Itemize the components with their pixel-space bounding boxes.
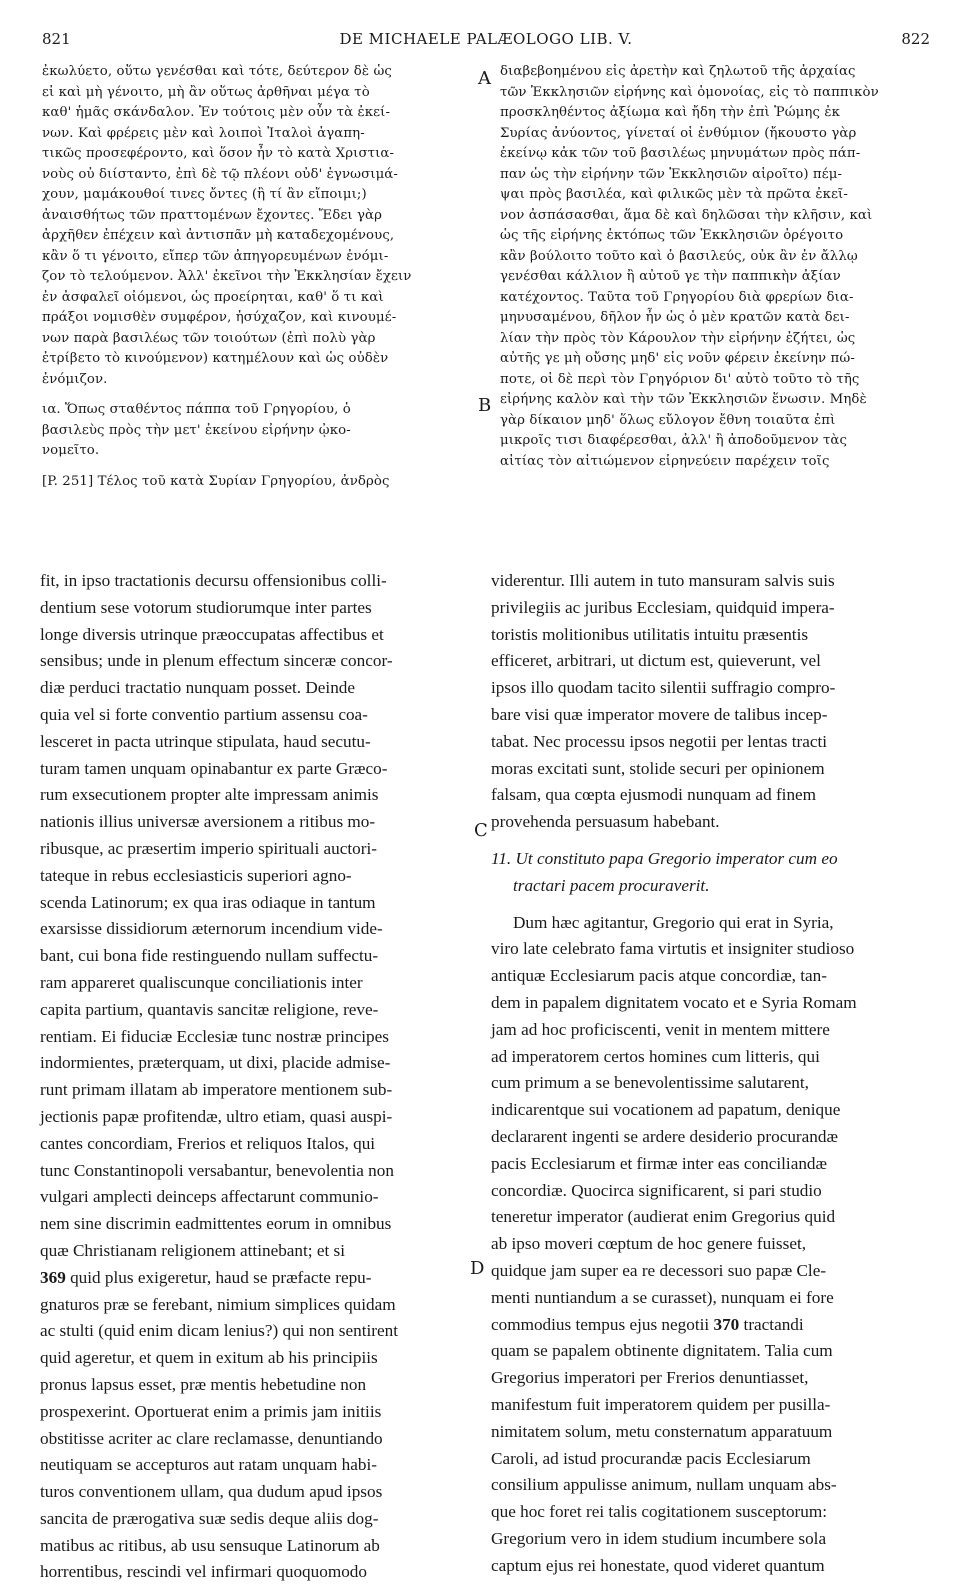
latin-line: toristis molitionibus utilitatis intuitu præsentis (491, 624, 809, 644)
spacer (491, 900, 933, 910)
latin-line: quia vel si forte conventio partium assensu coa- (40, 704, 368, 724)
latin-line: dem in papalem dignitatem vocato et e Syria Romam (491, 992, 857, 1012)
latin-line: manifestum fuit imperatorem quidem per pusilla- (491, 1394, 831, 1414)
margin-letter-d: D (470, 1258, 485, 1279)
greek-left-last-paragraph (42, 472, 472, 493)
latin-line: tateque in rebus ecclesiasticis superiori agno- (40, 865, 352, 885)
greek-left-paragraph (42, 62, 472, 390)
latin-line: horrentibus, rescindi vel infirmari quoquomodo (40, 1562, 367, 1582)
greek-line: τικῶς προσεφέροντο, καὶ ὅσον ἦν τὸ κατὰ Χριστια- (42, 146, 395, 161)
latin-line: Gregorium vero in idem studium incumbere sola (491, 1528, 827, 1548)
greek-line: μικροῖς τισι διαφέρεσθαι, ἀλλ' ἢ ἀποδοῦμενον τὰς (500, 433, 848, 448)
latin-line: pacis Ecclesiarum et firmæ inter eas conciliandæ (491, 1153, 827, 1173)
greek-line: ἐκωλύετο, οὕτω γενέσθαι καὶ τότε, δεύτερον δὲ ὡς (42, 64, 392, 79)
greek-line: ἐνόμιζον. (42, 371, 108, 387)
latin-line: quæ Christianam religionem attinebant; et si (40, 1240, 346, 1260)
spacer (491, 836, 933, 846)
latin-line: Caroli, ad istud procurandæ pacis Ecclesiarum (491, 1448, 811, 1468)
latin-line: Gregorius imperatori per Frerios denuntiasset, (491, 1368, 809, 1388)
greek-column-left (42, 62, 472, 492)
latin-right-paragraph-bottom (491, 910, 933, 1580)
greek-line: νοὺς οὐ διίσταντο, ἐπὶ δὲ τῷ πλέονι οὐδ' ἐγνωσιμά- (42, 166, 398, 182)
latin-line: capita partium, quantavis sancitæ religione, reve- (40, 999, 379, 1019)
latin-line: 369 quid plus exigeretur, haud se præfacte repu- (40, 1267, 372, 1287)
latin-line: tunc Constantinopoli versabantur, benevolentia non (40, 1160, 394, 1180)
latin-line: menti nuntiandum a se curasset), nunquam ei fore (491, 1287, 834, 1307)
latin-line: gnaturos præ se ferebant, nimium simplices quidam (40, 1294, 396, 1314)
greek-line: κἂν ὅ τι γένοιτο, εἴπερ τῶν ἀπηγορευμένων ἐνόμι- (42, 248, 389, 264)
latin-line: indormientes, præterquam, ut dixi, placide admise- (40, 1053, 391, 1073)
greek-line: ἐν ἀσφαλεῖ οἰόμενοι, ὡς προείρηται, καθ' ὅ τι καὶ (42, 289, 384, 305)
greek-line: Συρίας ἀνύοντος, γίνεταί οἱ ἐνθύμιον (ἤκουστο γὰρ (500, 125, 857, 141)
latin-line: nationis illius universæ aversionem a ritibus mo- (40, 812, 376, 832)
latin-line: sensibus; unde in plenum effectum sinceræ concor- (40, 651, 393, 671)
latin-line: nimitatem solum, metu consternatum apparatuum (491, 1421, 833, 1441)
latin-line: jectionis papæ profitendæ, ultro etiam, quasi auspi- (40, 1106, 393, 1126)
greek-line: εἰ καὶ μὴ γένοιτο, μὴ ἂν οὕτως ἀρθῆναι μέγα τὸ (42, 84, 370, 100)
latin-line: lesceret in pacta utrinque stipulata, haud secutu- (40, 731, 371, 751)
latin-line: ab ipso moveri cœptum de hoc genere fuisset, (491, 1234, 807, 1254)
greek-line: παν ὡς τὴν εἰρήνην τῶν Ἐκκλησιῶν αἱροῖτο) πέμ- (500, 166, 843, 182)
latin-line: viro late celebrato fama virtutis et insigniter studioso (491, 939, 855, 959)
latin-line: ac stulti (quid enim dicam lenius?) qui non sentirent (40, 1321, 398, 1341)
greek-line: ἐτρίβετο τὸ κινούμενον) κατημέλουν καὶ ὡς οὐδὲν (42, 351, 389, 366)
latin-left-paragraph (40, 568, 472, 1586)
greek-line: κἂν βούλοιτο τοῦτο καὶ ὁ βασιλεύς, οὐκ ἂν ἐν ἄλλῳ (500, 248, 858, 264)
latin-line: pronus lapsus esset, præ mentis hebetudine non (40, 1374, 367, 1394)
greek-right-paragraph (500, 62, 932, 472)
latin-column-left (40, 568, 472, 1586)
latin-line: matibus ac ritibus, ab usu sensuque Latinorum ab (40, 1535, 380, 1555)
greek-line: διαβεβοημένου εἰς ἀρετὴν καὶ ζηλωτοῦ τῆς ἀρχαίας (500, 64, 856, 79)
latin-line: turam tamen unquam opinabantur ex parte Græco- (40, 758, 388, 778)
greek-heading-line: ια. Ὅπως σταθέντος πάππα τοῦ Γρηγορίου, ὁ (42, 402, 351, 417)
latin-line: consilium appulisse animum, nullam unquam abs- (491, 1475, 837, 1495)
greek-line: γενέσθαι κάλλιον ἢ αὐτοῦ γε τὴν παππικὴν ἀξίαν (500, 269, 841, 284)
latin-line: quidque jam super ea re decessori suo papæ Cle- (491, 1260, 827, 1280)
latin-line: Dum hæc agitantur, Gregorio qui erat in Syria, (513, 912, 834, 932)
latin-line: ad imperatorem certos homines cum litteris, qui (491, 1046, 820, 1066)
greek-line: ἐκείνῳ κἀκ τῶν τοῦ βασιλέως μηνυμάτων πρὸς πάπ- (500, 146, 861, 161)
greek-line: ζον τὸ τελούμενον. Ἀλλ' ἐκεῖνοι τὴν Ἐκκλησίαν ἔχειν (42, 269, 412, 284)
greek-line: λίαν τὴν πρὸς τὸν Κάρουλον τὴν εἰρήνην ἐζήτει, ὡς (500, 330, 856, 346)
latin-line: turos conventionem ullam, qua dudum apud ipsos (40, 1482, 383, 1502)
margin-letter-a: A (478, 68, 491, 89)
latin-line: longe diversis utrinque præoccupatas affectibus et (40, 624, 384, 644)
latin-line: que hoc foret rei talis cogitationem susceptorum: (491, 1502, 828, 1522)
latin-line: viderentur. Illi autem in tuto mansuram salvis suis (491, 571, 835, 590)
latin-line: diæ perduci tractatio nunquam posset. Deinde (40, 678, 356, 698)
greek-line: νον ἀσπάσασθαι, ἅμα δὲ καὶ δηλῶσαι τὴν κλῆσιν, καὶ (500, 207, 873, 223)
greek-line: κατέχοντος. Ταῦτα τοῦ Γρηγορίου διὰ φρερίων δια- (500, 289, 854, 305)
latin-line: declararent ingenti se ardere desiderio procurandæ (491, 1126, 838, 1146)
latin-line: efficeret, arbitrari, ut dictum est, quieverunt, vel (491, 651, 821, 671)
greek-line: μηνυσαμένου, δῆλον ἦν ὡς ὁ μὲν κρατῶν κατὰ δει- (500, 310, 850, 325)
greek-line: ὡς τῆς εἰρήνης ἐκτόπως τῶν Ἐκκλησιῶν ὀρέγοιτο (500, 228, 844, 243)
latin-line: privilegiis ac juribus Ecclesiam, quidquid impera- (491, 597, 835, 617)
latin-line: neutiquam se accepturos aut ratam unquam habi- (40, 1455, 377, 1475)
greek-line: προσκληθέντος ἀξίωμα καὶ ἤδη τὴν ἐπὶ Ῥώμης ἐκ (500, 105, 840, 120)
latin-line: cum primum a se benevolentissime salutarent, (491, 1073, 809, 1093)
margin-letter-c: C (474, 820, 488, 841)
latin-title-line: tractari pacem procuraverit. (513, 875, 710, 895)
latin-line: bant, cui bona fide restinguendo nullam suffectu- (40, 946, 379, 966)
greek-heading-line: νομεῖτο. (42, 443, 100, 458)
latin-line: fit, in ipso tractationis decursu offensionibus colli- (40, 571, 387, 590)
greek-line: ἀρχῆθεν ἐπέχειν καὶ ἀντισπᾶν μὴ καταδεχομένους, (42, 228, 395, 243)
latin-line: sancita de prærogativa suæ sedis deque aliis dog- (40, 1508, 379, 1528)
running-header (42, 30, 930, 52)
latin-line: ribusque, ac præsertim imperio spirituali auctori- (40, 838, 377, 858)
latin-line: concordiæ. Quocirca significarent, si pari studio (491, 1180, 822, 1200)
running-title: DE MICHAELE PALÆOLOGO LIB. V. (339, 30, 633, 48)
latin-section-title (491, 846, 933, 900)
latin-line: moras excitati sunt, stolide securi per opinionem (491, 758, 825, 778)
latin-line: nem sine discrimin eadmittentes eorum in omnibus (40, 1214, 392, 1234)
latin-right-paragraph-top (491, 568, 933, 836)
margin-letter-b: B (478, 395, 492, 416)
greek-column-right (500, 62, 932, 472)
latin-line: commodius tempus ejus negotii 370 tractandi (491, 1314, 804, 1334)
latin-line: scenda Latinorum; ex qua iras odiaque in tantum (40, 892, 376, 912)
greek-line: πράξοι νομισθὲν συμφέρον, ἡσύχαζον, καὶ κινουμέ- (42, 310, 397, 325)
latin-line: vulgari amplecti deinceps affectarunt communio- (40, 1187, 379, 1207)
greek-line: [P. 251] Τέλος τοῦ κατὰ Συρίαν Γρηγορίου, ἀνδρὸς (42, 473, 390, 489)
latin-line: rum exsecutionem propter alte impressam animis (40, 785, 379, 805)
latin-line: exarsisse dissidiorum æternorum incendium vide- (40, 919, 383, 939)
latin-line: ipsos illo quodam tacito silentii suffragio compro- (491, 678, 836, 698)
greek-line: τῶν Ἐκκλησιῶν εἰρήνης καὶ ὁμονοίας, εἰς τὸ παππικὸν (500, 84, 879, 100)
latin-line: cantes concordiam, Frerios et reliquos Italos, qui (40, 1133, 376, 1153)
latin-column-right (491, 568, 933, 1579)
greek-line: αὐτῆς γε μὴ οὔσης μηδ' εἰς νοῦν φέρειν ἐκείνην πώ- (500, 351, 855, 366)
greek-line: αἰτίας τὸν αἰτιώμενον εἰρηνεύειν παρέχειν τοῖς (500, 453, 830, 469)
latin-line: provehenda persuasum habebant. (491, 812, 720, 832)
page-number-left: 821 (42, 30, 71, 48)
latin-line: quid ageretur, et quem in exitum ab his principiis (40, 1348, 378, 1368)
greek-line: ψαι πρὸς βασιλέα, καὶ φιλικῶς μὲν τὰ πρῶτα ἐκεῖ- (500, 187, 848, 202)
latin-line: ram appareret qualiscunque conciliationis inter (40, 972, 363, 992)
greek-line: καθ' ἡμᾶς σκάνδαλον. Ἐν τούτοις μὲν οὖν τὰ ἐκεί- (42, 105, 391, 120)
greek-line: νων παρὰ βασιλέως τῶν τοιούτων (ἐπὶ πολὺ γὰρ (42, 330, 376, 346)
latin-line: dentium sese votorum studiorumque inter partes (40, 597, 372, 617)
latin-title-line: 11. Ut constituto papa Gregorio imperator cum eo (491, 848, 838, 868)
latin-line: captum ejus rei honestate, quod videret quantum (491, 1555, 825, 1575)
latin-line: tabat. Nec processu ipsos negotii per lentas tracti (491, 731, 828, 751)
latin-line: bare visi quæ imperator movere de talibus incep- (491, 704, 828, 724)
latin-line: prospexerint. Oportuerat enim a primis jam initiis (40, 1401, 382, 1421)
page-marker-number: 369 (40, 1267, 66, 1287)
greek-line: γὰρ δίκαιον μηδ' ὅλως εὔλογον ἔθνη τοιαῦτα ἐπὶ (500, 412, 836, 428)
page-number-right: 822 (901, 30, 930, 48)
greek-line: εἰρήνης καλὸν καὶ τὴν τῶν Ἐκκλησιῶν ἕνωσιν. Μηδὲ (500, 392, 867, 407)
latin-line: indicarentque sui vocationem ad papatum, denique (491, 1100, 841, 1120)
latin-line: antiquæ Ecclesiarum pacis atque concordiæ, tan- (491, 966, 827, 986)
latin-line: teneretur imperator (audierat enim Gregorius quid (491, 1207, 836, 1227)
greek-line: χουν, μαμάκουθοί τινες ὄντες (ἢ τί ἂν εἴποιμι;) (42, 187, 367, 202)
greek-line: νων. Καὶ φρέρεις μὲν καὶ λοιποὶ Ἰταλοὶ ἀγαπη- (42, 125, 365, 141)
greek-line: ποτε, οἱ δὲ περὶ τὸν Γρηγόριον δι' αὐτὸ τοῦτο τὸ τῆς (500, 371, 860, 387)
greek-line: ἀναισθήτως τῶν πραττομένων ἔχοντες. Ἔδει γὰρ (42, 207, 383, 223)
latin-line: runt primam illatam ab imperatore mentionem sub- (40, 1080, 393, 1100)
latin-line: rentiam. Ei fiduciæ Ecclesiæ tunc nostræ principes (40, 1026, 389, 1046)
latin-line: jam ad hoc proficiscenti, venit in mentem mittere (491, 1019, 830, 1039)
latin-line: quam se papalem obtinente dignitatem. Talia cum (491, 1341, 833, 1361)
page-marker-number: 370 (713, 1314, 740, 1334)
greek-section-heading (42, 400, 472, 462)
latin-line: falsam, qua cœpta ejusmodi nunquam ad finem (491, 785, 817, 805)
latin-line: obstitisse acriter ac clare reclamasse, denuntiando (40, 1428, 383, 1448)
greek-heading-line: βασιλεὺς πρὸς τὴν μετ' ἐκείνου εἰρήνην ᾠκο- (42, 422, 351, 438)
